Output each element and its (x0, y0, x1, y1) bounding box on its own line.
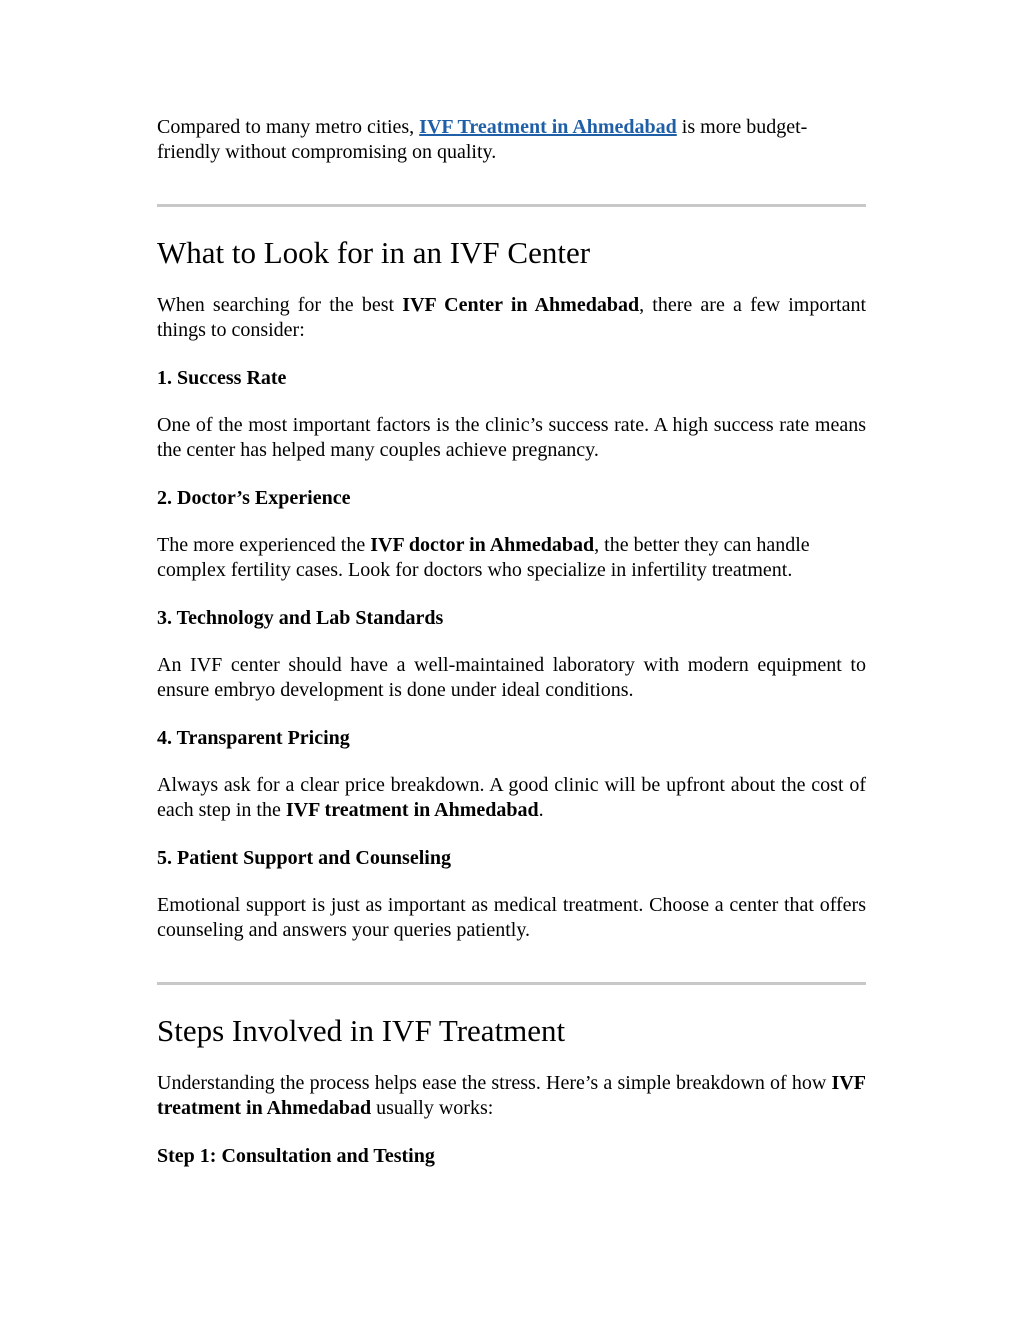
section2-intro-end: usually works: (371, 1097, 494, 1119)
section-divider-1 (157, 204, 866, 207)
item-title-transparent-pricing: 4. Transparent Pricing (157, 727, 350, 749)
item-text-technology-lab: An IVF center should have a well-maintained laboratory with modern equipment to ensure embryo development is done under ideal conditions. (157, 654, 866, 701)
section2-intro-start: Understanding the process helps ease the stress. Here’s a simple breakdown of how (157, 1072, 832, 1094)
section-heading-steps-involved: Steps Involved in IVF Treatment (157, 1013, 566, 1048)
ivf-treatment-ahmedabad-bold-2: IVF treatment in Ahmedabad (157, 1072, 866, 1119)
item-title-doctor-experience: 2. Doctor’s Experience (157, 487, 351, 509)
intro-text-line2: friendly without compromising on quality. (157, 141, 497, 163)
section1-intro-paragraph (157, 293, 866, 343)
pricing-text-end: . (538, 799, 544, 821)
intro-text-start: Compared to many metro cities, (157, 116, 420, 138)
section-heading-what-to-look-for: What to Look for in an IVF Center (157, 235, 591, 270)
item-title-success-rate: 1. Success Rate (157, 367, 287, 389)
intro-paragraph (157, 115, 866, 165)
ivf-center-ahmedabad-bold: IVF Center in Ahmedabad (402, 294, 640, 316)
ivf-treatment-ahmedabad-bold: IVF treatment in Ahmedabad (285, 799, 539, 821)
section1-intro-start: When searching for the best (157, 294, 403, 316)
section1-intro-end: , there are a few important things to consider: (157, 294, 866, 341)
item-text-patient-support: Emotional support is just as important as medical treatment. Choose a center that offers counseling and answers your queries patiently. (157, 894, 866, 941)
item-text-doctor-experience (157, 533, 866, 583)
item-title-patient-support: 5. Patient Support and Counseling (157, 847, 451, 869)
item-text-success-rate: One of the most important factors is the clinic’s success rate. A high success rate means the center has helped many couples achieve pregnancy. (157, 414, 866, 461)
ivf-doctor-ahmedabad-bold: IVF doctor in Ahmedabad (370, 534, 595, 556)
item-text-transparent-pricing (157, 773, 866, 823)
item-title-technology-lab: 3. Technology and Lab Standards (157, 607, 444, 629)
pricing-text-start: Always ask for a clear price breakdown. A good clinic will be upfront about the cost of each step in the (157, 774, 866, 821)
intro-text-end: is more budget- (676, 116, 808, 138)
section-divider-2 (157, 982, 866, 985)
step1-title: Step 1: Consultation and Testing (157, 1145, 435, 1167)
doctor-text-start: The more experienced the (157, 534, 371, 556)
doctor-text-end: , the better they can handle complex fertility cases. Look for doctors who specialize in infertility treatment. (157, 534, 810, 581)
section2-intro-paragraph (157, 1071, 866, 1121)
ivf-treatment-ahmedabad-link[interactable]: IVF Treatment in Ahmedabad (419, 116, 677, 138)
